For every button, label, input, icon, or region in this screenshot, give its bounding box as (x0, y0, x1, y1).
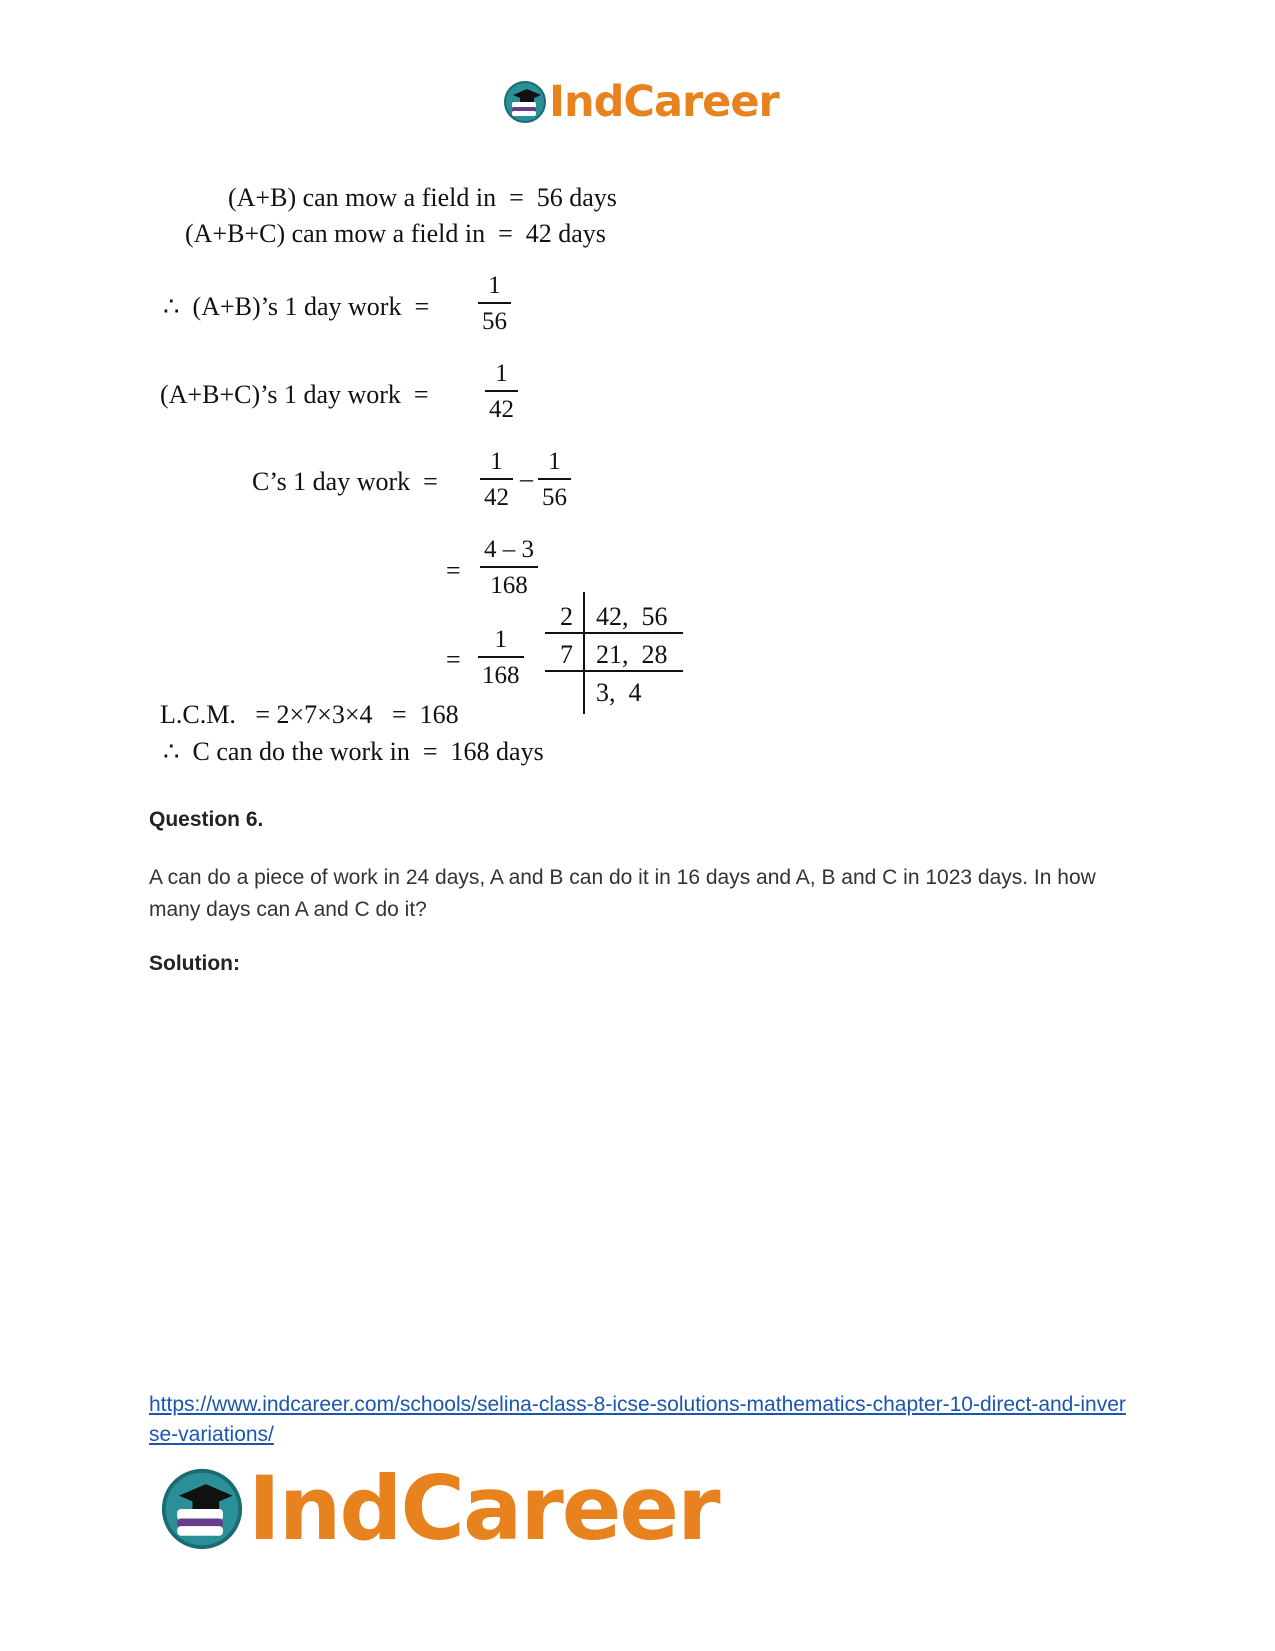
denominator: 42 (484, 483, 509, 511)
math-line-3-label: ∴ (A+B)’s 1 day work = (163, 292, 430, 321)
quotient-row: 3, 4 (596, 678, 642, 707)
equals-sign: = (446, 645, 461, 674)
numerator: 1 (494, 626, 507, 653)
math-solution (0, 0, 1275, 800)
numerator: 1 (490, 448, 503, 475)
math-line-2: (A+B+C) can mow a field in = 42 days (185, 219, 606, 248)
math-line-1: (A+B) can mow a field in = 56 days (228, 183, 617, 212)
fraction-4-3-168 (480, 537, 538, 598)
denominator: 56 (482, 307, 507, 335)
conclusion-line: ∴ C can do the work in = 168 days (163, 737, 544, 766)
question-body: A can do a piece of work in 24 days, A and B can do it in 16 days and A, B and C in 1023 days. In how many days can A and C do it? (149, 866, 1096, 921)
graduation-cap-book-icon (160, 1467, 244, 1551)
question-title: Question 6. (149, 808, 264, 831)
division-line-1 (545, 632, 683, 634)
equals-sign: = (446, 556, 461, 585)
fraction-1-168 (478, 627, 524, 688)
dividend-1: 42, 56 (596, 602, 668, 631)
division-vertical-line (583, 592, 585, 714)
math-line-4-label: (A+B+C)’s 1 day work = (160, 380, 429, 409)
numerator: 4 – 3 (484, 536, 534, 563)
lcm-line: L.C.M. = 2×7×3×4 = 168 (160, 700, 459, 729)
divisor-2: 7 (560, 640, 573, 669)
source-link[interactable]: https://www.indcareer.com/schools/selina-class-8-icse-solutions-mathematics-chapter-10-direct-and-inverse-variations/ (149, 1393, 1126, 1446)
numerator: 1 (488, 272, 501, 299)
denominator: 168 (490, 571, 528, 599)
bottom-logo (160, 1457, 719, 1560)
math-line-5-label: C’s 1 day work = (252, 467, 438, 496)
division-line-2 (545, 670, 683, 672)
fraction-1-42 (485, 361, 518, 422)
fraction-1-56 (478, 273, 511, 334)
fraction-1-56-b (538, 449, 571, 510)
minus-sign: – (520, 464, 533, 493)
divisor-1: 2 (560, 602, 573, 631)
numerator: 1 (548, 448, 561, 475)
numerator: 1 (495, 360, 508, 387)
denominator: 168 (482, 661, 520, 689)
brand-name: IndCareer (549, 76, 779, 127)
dividend-2: 21, 28 (596, 640, 668, 669)
brand-name: IndCareer (248, 1457, 719, 1560)
fraction-1-42-b (480, 449, 513, 510)
solution-label: Solution: (149, 952, 240, 975)
denominator: 42 (489, 395, 514, 423)
denominator: 56 (542, 483, 567, 511)
